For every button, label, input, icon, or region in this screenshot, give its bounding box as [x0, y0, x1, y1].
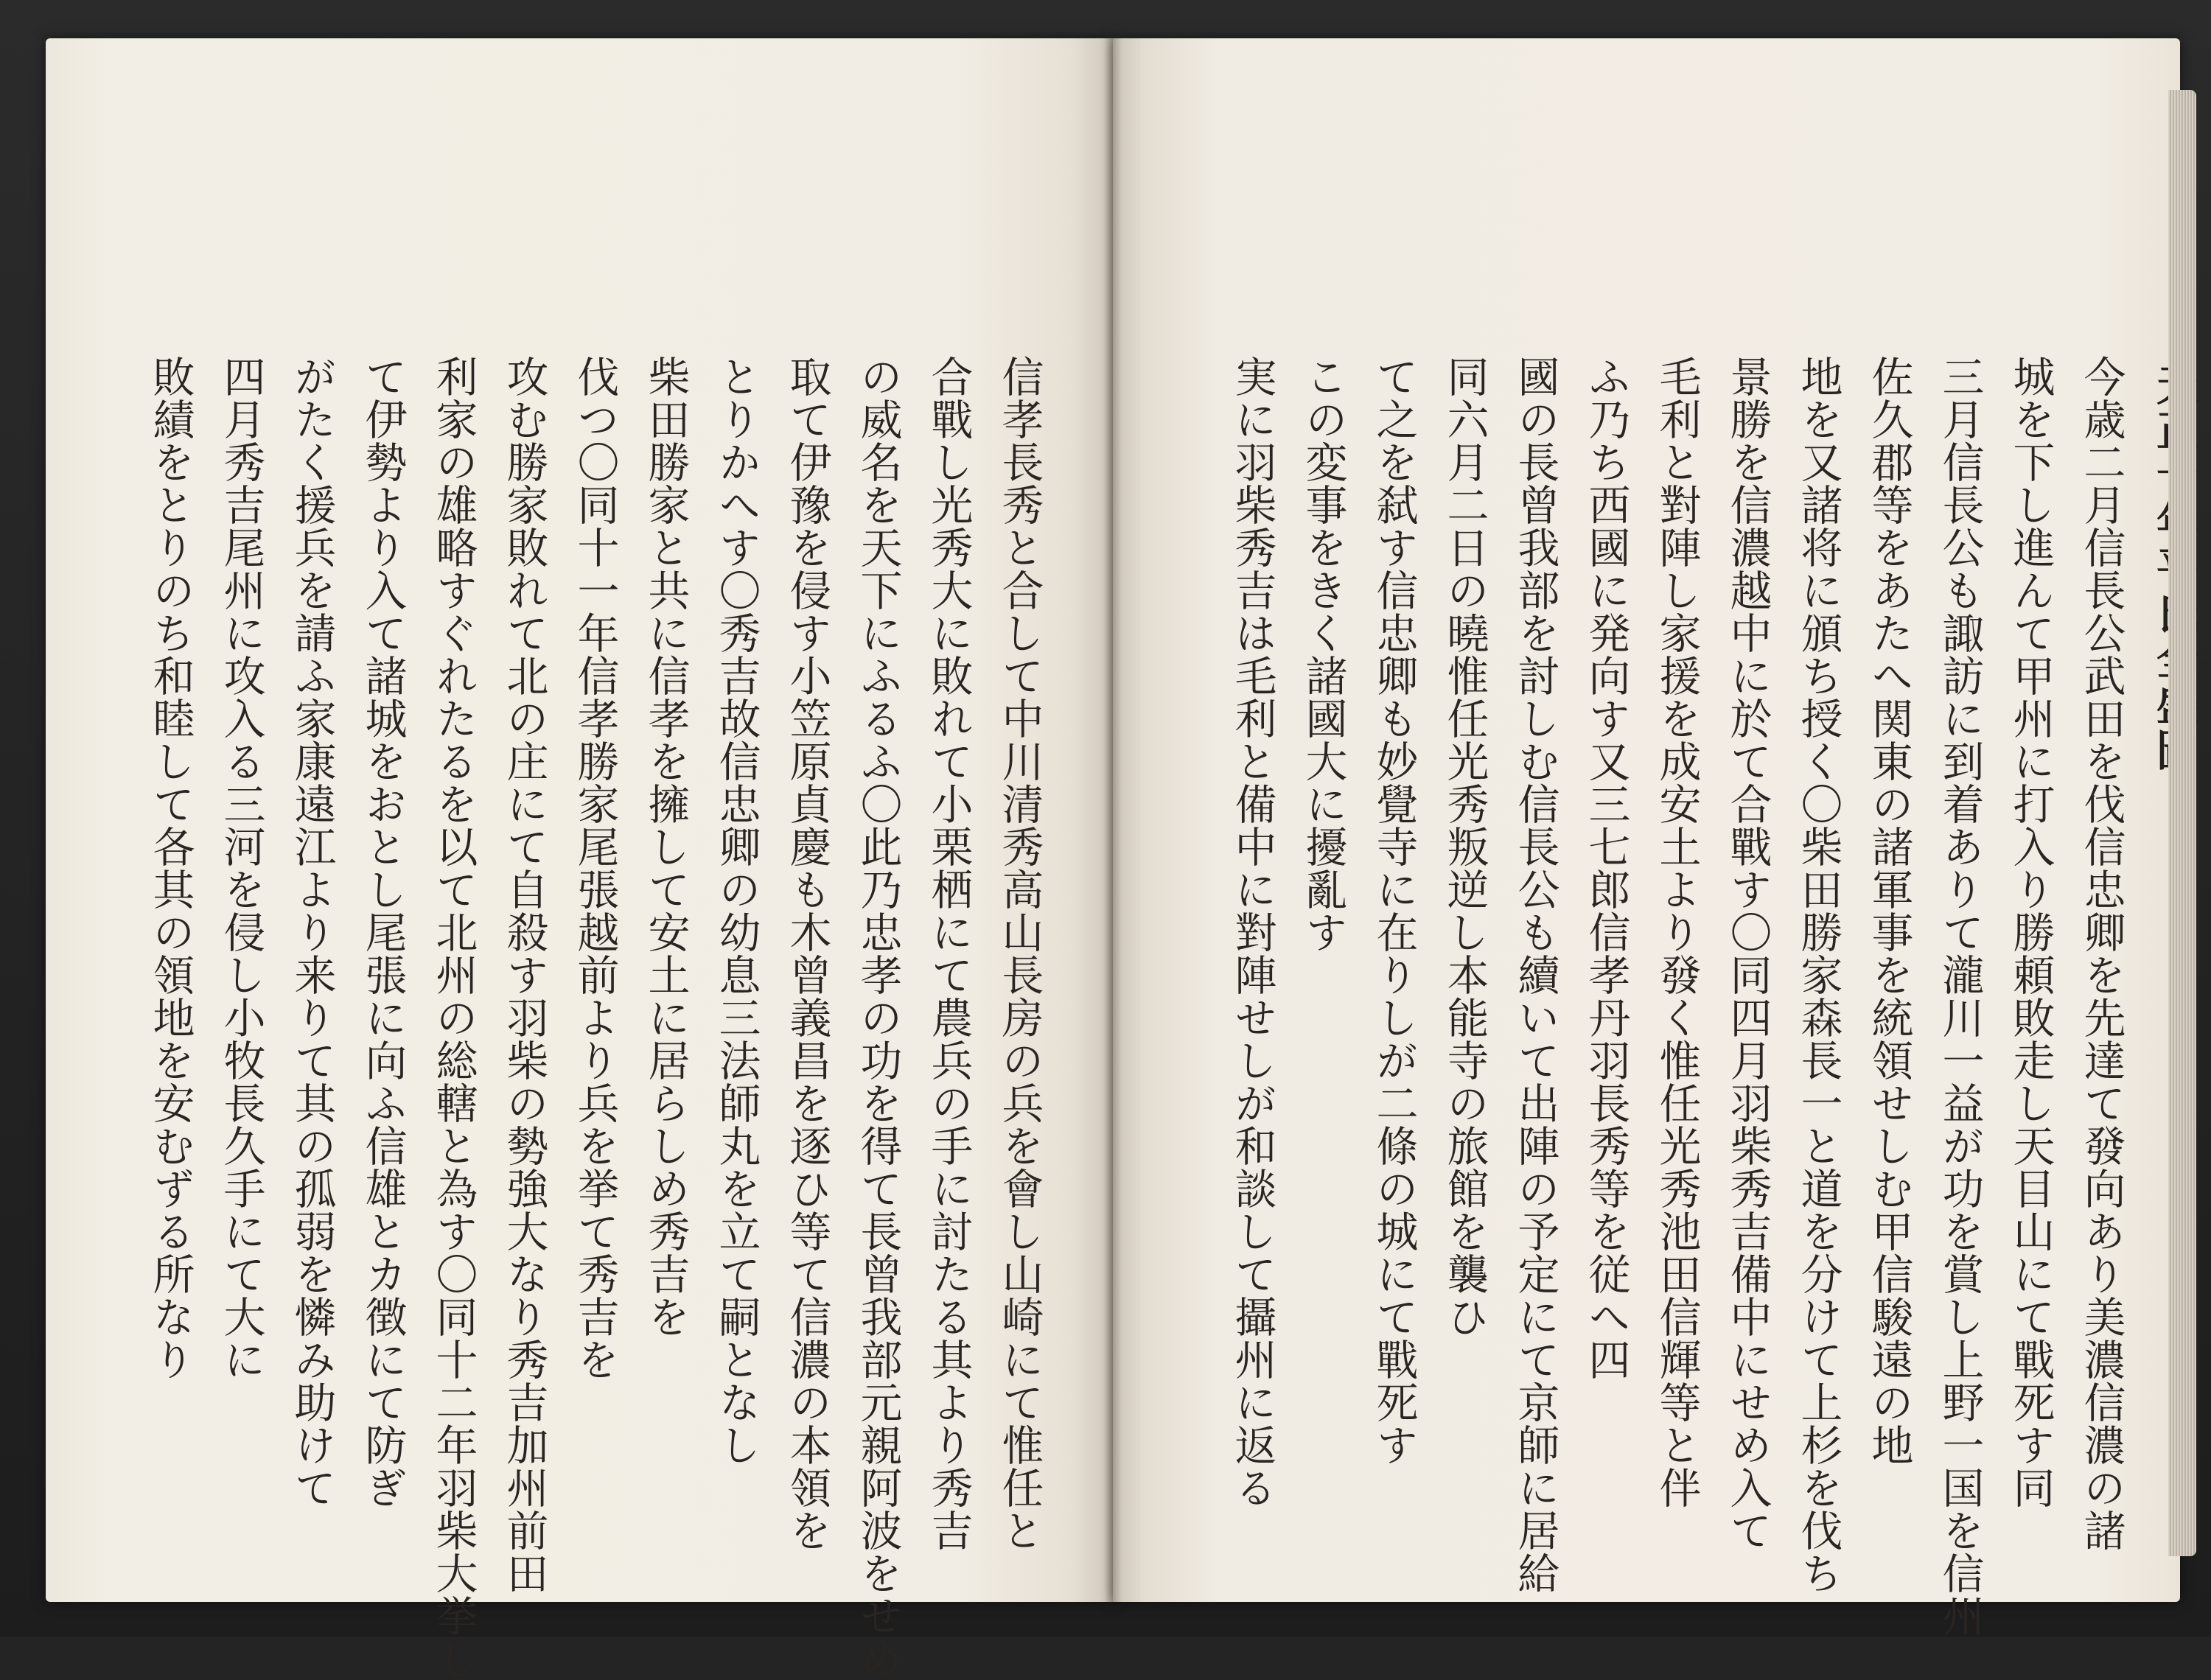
open-book	[46, 38, 2180, 1680]
left-column-8: 攻む勝家敗れて北の庄にて自殺す羽柴の勢強大なり秀吉加州前田	[500, 355, 548, 1595]
right-column-2: 城を下し進んて甲州に打入り勝頼敗走し天目山にて戰死す同	[2006, 355, 2055, 1509]
right-column-4: 佐久郡等をあたへ関東の諸軍事を統領せしむ甲信駿遠の地	[1865, 355, 1913, 1466]
right-column-1: 今歳二月信長公武田を伐信忠卿を先達て發向あり美濃信濃の諸	[2077, 355, 2126, 1552]
left-column-10: て伊勢より入て諸城をおとし尾張に向ふ信雄とカ徴にて防ぎ	[358, 355, 407, 1509]
left-column-3: の威名を天下にふるふ〇此乃忠孝の功を得て長曾我部元親阿波をせめ	[853, 355, 902, 1680]
right-column-8: ふ乃ち西國に発向す又三七郎信孝丹羽長秀等を従へ四	[1582, 355, 1630, 1381]
right-column-11: て之を弑す信忠卿も妙覺寺に在りしが二條の城にて戰死す	[1369, 355, 1418, 1466]
right-column-6: 景勝を信濃越中に於て合戰す〇同四月羽柴秀吉備中にせめ入て	[1723, 355, 1772, 1552]
right-column-9: 國の長曾我部を討しむ信長公も續いて出陣の予定にて京師に居給	[1511, 355, 1559, 1595]
left-column-2: 合戰し光秀大に敗れて小栗栖にて農兵の手に討たる其より秀吉	[924, 355, 973, 1552]
left-column-12: 四月秀吉尾州に攻入る三河を侵し小牧長久手にて大に	[217, 355, 265, 1381]
right-column-12: この変事をきく諸國大に擾亂す	[1299, 355, 1347, 953]
right-column-3: 三月信長公も諏訪に到着ありて瀧川一益が功を賞し上野一国を信州	[1935, 355, 1984, 1637]
right-column-5: 地を又諸将に頒ち授く〇柴田勝家森長一と道を分けて上杉を伐ち	[1794, 355, 1842, 1595]
left-column-4: 取て伊豫を侵す小笠原貞慶も木曾義昌を逐ひ等て信濃の本領を	[783, 355, 831, 1552]
right-column-7: 毛利と對陣し家援を成安土より發く惟任光秀池田信輝等と伴	[1652, 355, 1701, 1509]
left-column-13: 敗績をとりのち和睦して各其の領地を安むずる所なり	[146, 355, 195, 1381]
left-column-9: 利家の雄略すぐれたるを以て北州の総轄と為す〇同十二年羽柴大挙し	[429, 355, 478, 1680]
right-column-13: 実に羽柴秀吉は毛利と備中に對陣せしが和談して攝州に返る	[1228, 355, 1276, 1509]
left-page	[46, 38, 1113, 1680]
page-fore-edge	[2168, 90, 2196, 1556]
left-column-6: 柴田勝家と共に信孝を擁して安土に居らしめ秀吉を	[641, 355, 690, 1338]
left-column-5: とりかへす〇秀吉故信忠卿の幼息三法師丸を立て嗣となし	[712, 355, 761, 1466]
left-column-7: 伐つ〇同十一年信孝勝家尾張越前より兵を挙て秀吉を	[570, 355, 619, 1381]
left-column-1: 信孝長秀と合して中川清秀高山長房の兵を會し山崎にて惟任と	[995, 355, 1044, 1552]
right-column-10: 同六月二日の曉惟任光秀叛逆し本能寺の旅館を襲ひ	[1440, 355, 1489, 1338]
right-page	[1113, 38, 2180, 1637]
left-column-11: がたく援兵を請ふ家康遠江より来りて其の孤弱を憐み助けて	[287, 355, 336, 1509]
book-gutter	[1104, 38, 1122, 1602]
